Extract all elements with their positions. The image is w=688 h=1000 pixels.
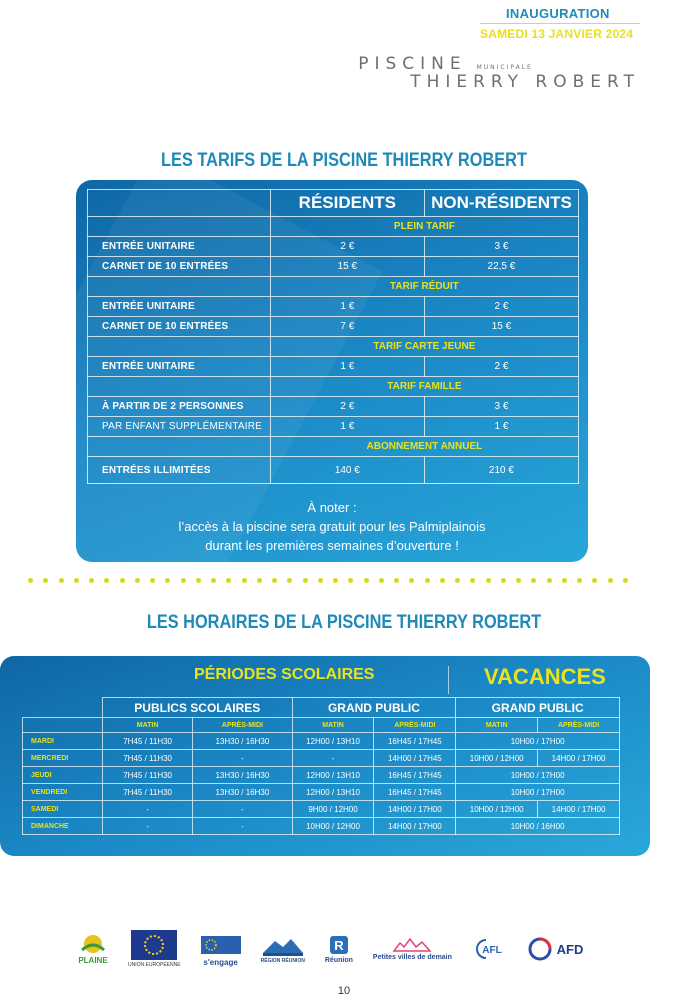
hours-cell: 7H45 / 11H30: [103, 767, 193, 784]
tarifs-title: LES TARIFS DE LA PISCINE THIERRY ROBERT: [161, 150, 527, 171]
hours-cell: 16H45 / 17H45: [374, 784, 456, 801]
section-carte-jeune: TARIF CARTE JEUNE: [270, 337, 578, 357]
vacances-heading: VACANCES: [484, 664, 606, 689]
la-plaine-logo-icon: [78, 929, 108, 969]
col-matin: MATIN: [103, 718, 193, 733]
hours-cell: 10H00 / 12H00: [456, 750, 538, 767]
hours-cell: -: [193, 801, 292, 818]
afd-logo-icon: [526, 929, 588, 969]
price-non-residents: 2 €: [424, 297, 578, 317]
eu-flag-icon: [131, 930, 177, 960]
blank-cell: [88, 217, 271, 237]
hours-cell: -: [103, 801, 193, 818]
row-label: ENTRÉES ILLIMITÉES: [88, 457, 271, 484]
tarifs-note: [76, 498, 588, 555]
row-label: À PARTIR DE 2 PERSONNES: [88, 397, 271, 417]
afl-logo-icon: [472, 929, 506, 969]
logo-text: s'engage: [203, 957, 238, 967]
group-publics-scolaires: PUBLICS SCOLAIRES: [103, 698, 293, 718]
logo-text: Réunion: [324, 956, 353, 964]
price-non-residents: 3 €: [424, 237, 578, 257]
blank-cell: [88, 377, 271, 397]
logo-text: UNION EUROPÉENNE: [128, 962, 181, 968]
table-row: [88, 317, 579, 337]
hours-cell: 13H30 / 16H30: [193, 733, 292, 750]
table-row: [23, 750, 620, 767]
svg-text:R: R: [334, 937, 344, 953]
logo-text: AFL: [482, 945, 502, 956]
region-reunion-logo-icon: [261, 929, 305, 969]
row-label: CARNET DE 10 ENTRÉES: [88, 317, 271, 337]
blank-cell: [88, 337, 271, 357]
header-blank-cell: [88, 190, 271, 217]
horaires-title: LES HORAIRES DE LA PISCINE THIERRY ROBERT: [146, 612, 542, 633]
table-row: [88, 257, 579, 277]
blank-cell: [88, 437, 271, 457]
group-grand-public: GRAND PUBLIC: [292, 698, 456, 718]
col-non-residents: NON-RÉSIDENTS: [424, 190, 578, 217]
blank-cell: [23, 698, 103, 718]
table-row: [23, 733, 620, 750]
hours-cell: 10H00 / 17H00: [456, 767, 620, 784]
day-label: DIMANCHE: [23, 818, 103, 835]
table-row: [88, 417, 579, 437]
dotted-separator: [28, 578, 628, 584]
logo-line1: PISCINE: [358, 54, 467, 74]
col-matin: MATIN: [292, 718, 374, 733]
hours-cell: 7H45 / 11H30: [103, 750, 193, 767]
union-europeenne-logo-icon: [128, 929, 181, 969]
event-date: SAMEDI 13 JANVIER 2024: [480, 27, 634, 41]
logo-text: AFD: [556, 942, 584, 957]
section-abonnement-annuel: ABONNEMENT ANNUEL: [270, 437, 578, 457]
price-residents: 1 €: [270, 357, 424, 377]
price-residents: 2 €: [270, 237, 424, 257]
hours-cell: 10H00 / 12H00: [456, 801, 538, 818]
hours-cell: 9H00 / 12H00: [292, 801, 374, 818]
hours-cell: 14H00 / 17H00: [538, 801, 620, 818]
hours-cell: 14H00 / 17H00: [538, 750, 620, 767]
header-rule: [480, 23, 640, 24]
hours-cell: 12H00 / 13H10: [292, 767, 374, 784]
note-heading: À noter :: [307, 500, 357, 515]
hours-cell: -: [193, 818, 292, 835]
row-label: ENTRÉE UNITAIRE: [88, 297, 271, 317]
price-non-residents: 15 €: [424, 317, 578, 337]
note-line: durant les premières semaines d’ouverture !: [205, 538, 459, 553]
hours-cell: -: [103, 818, 193, 835]
hours-cell: 13H30 / 16H30: [193, 767, 292, 784]
price-residents: 2 €: [270, 397, 424, 417]
price-residents: 1 €: [270, 297, 424, 317]
row-label: ENTRÉE UNITAIRE: [88, 357, 271, 377]
day-label: MARDI: [23, 733, 103, 750]
day-label: MERCREDI: [23, 750, 103, 767]
price-non-residents: 22,5 €: [424, 257, 578, 277]
col-residents: RÉSIDENTS: [270, 190, 424, 217]
hours-cell: 7H45 / 11H30: [103, 733, 193, 750]
hours-cell: 13H30 / 16H30: [193, 784, 292, 801]
horaires-card: [0, 656, 650, 856]
row-label: CARNET DE 10 ENTRÉES: [88, 257, 271, 277]
europe-sengage-logo-icon: [201, 929, 241, 969]
tarifs-card: [76, 180, 588, 562]
hours-cell: 14H00 / 17H45: [374, 750, 456, 767]
price-non-residents: 1 €: [424, 417, 578, 437]
section-tarif-reduit: TARIF RÉDUIT: [270, 277, 578, 297]
hours-cell: 10H00 / 17H00: [456, 733, 620, 750]
horaires-table: [22, 697, 620, 835]
table-row: [23, 784, 620, 801]
event-header: [480, 6, 640, 41]
table-row: [23, 767, 620, 784]
section-plein-tarif: PLEIN TARIF: [270, 217, 578, 237]
table-row: [88, 457, 579, 484]
hours-cell: 16H45 / 17H45: [374, 733, 456, 750]
price-residents: 140 €: [270, 457, 424, 484]
hours-cell: 7H45 / 11H30: [103, 784, 193, 801]
table-row: [88, 237, 579, 257]
group-grand-public-vacances: GRAND PUBLIC: [456, 698, 620, 718]
piscine-logo: [358, 54, 640, 92]
hours-cell: 12H00 / 13H10: [292, 784, 374, 801]
petites-villes-logo-icon: [373, 929, 452, 969]
table-row: [23, 818, 620, 835]
heading-divider: [448, 666, 449, 694]
price-residents: 1 €: [270, 417, 424, 437]
day-label: SAMEDI: [23, 801, 103, 818]
hours-cell: -: [193, 750, 292, 767]
col-apres-midi: APRÈS-MIDI: [538, 718, 620, 733]
periodes-scolaires-heading: PÉRIODES SCOLAIRES: [194, 666, 375, 683]
price-residents: 15 €: [270, 257, 424, 277]
row-label: ENTRÉE UNITAIRE: [88, 237, 271, 257]
section-tarif-famille: TARIF FAMILLE: [270, 377, 578, 397]
hours-cell: 10H00 / 12H00: [292, 818, 374, 835]
blank-cell: [88, 277, 271, 297]
hours-cell: 12H00 / 13H10: [292, 733, 374, 750]
hours-cell: 14H00 / 17H00: [374, 818, 456, 835]
hours-cell: 10H00 / 17H00: [456, 784, 620, 801]
event-title: INAUGURATION: [506, 6, 610, 21]
price-non-residents: 2 €: [424, 357, 578, 377]
logo-small-text: MUNICIPALE: [476, 64, 533, 71]
departement-reunion-logo-icon: [325, 929, 353, 969]
logo-text: Petites villes de demain: [372, 953, 452, 961]
table-row: [23, 801, 620, 818]
page-number: 10: [337, 985, 351, 997]
price-non-residents: 3 €: [424, 397, 578, 417]
tarifs-table: [87, 189, 579, 484]
price-non-residents: 210 €: [424, 457, 578, 484]
logo-line2: THIERRY ROBERT: [410, 72, 640, 92]
logo-text: PLAINE: [78, 955, 108, 965]
table-row: [88, 357, 579, 377]
col-matin: MATIN: [456, 718, 538, 733]
hours-cell: 10H00 / 16H00: [456, 818, 620, 835]
price-residents: 7 €: [270, 317, 424, 337]
table-row: [88, 397, 579, 417]
blank-cell: [23, 718, 103, 733]
hours-cell: 14H00 / 17H00: [374, 801, 456, 818]
partner-logos: [78, 926, 588, 972]
hours-cell: 16H45 / 17H45: [374, 767, 456, 784]
day-label: JEUDI: [23, 767, 103, 784]
logo-text: RÉGION RÉUNION: [260, 957, 305, 964]
col-apres-midi: APRÈS-MIDI: [374, 718, 456, 733]
col-apres-midi: APRÈS-MIDI: [193, 718, 292, 733]
note-line: l’accès à la piscine sera gratuit pour les Palmiplainois: [178, 519, 486, 534]
hours-cell: -: [292, 750, 374, 767]
day-label: VENDREDI: [23, 784, 103, 801]
table-row: [88, 297, 579, 317]
row-label: PAR ENFANT SUPPLÉMENTAIRE: [88, 417, 271, 437]
